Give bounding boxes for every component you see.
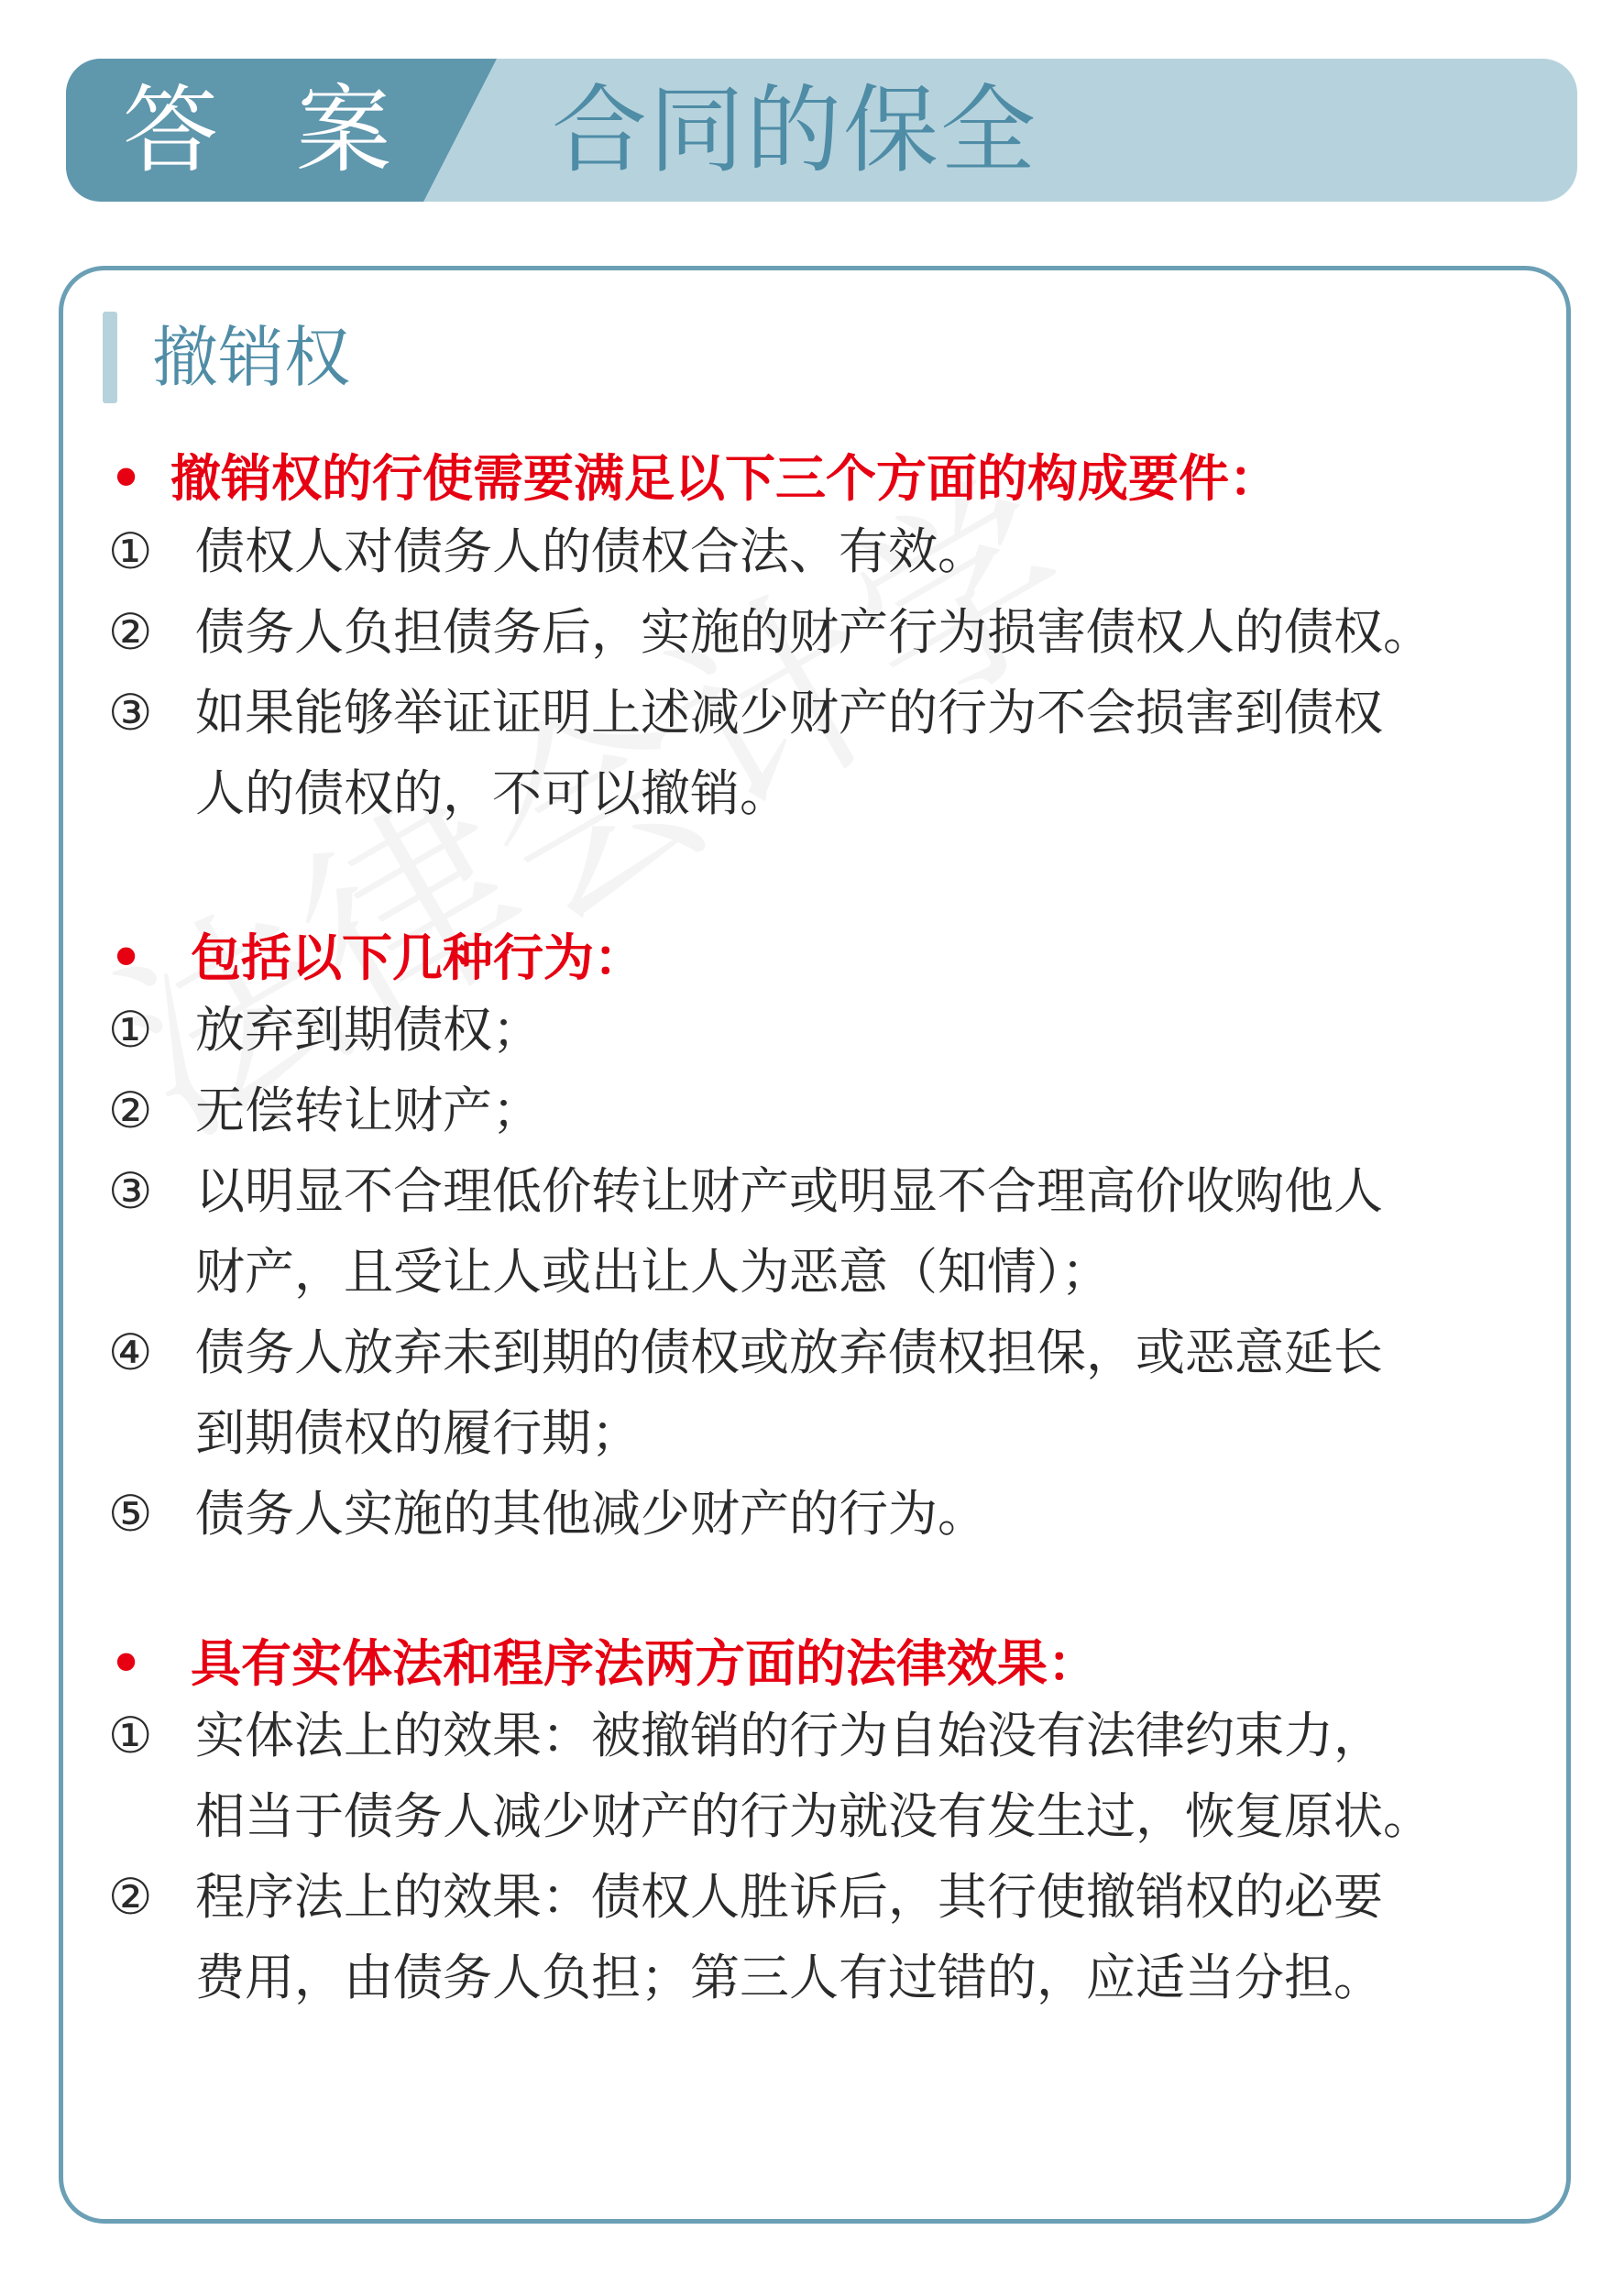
- page-title: 合同的保全: [552, 74, 1038, 186]
- bullet-dot-icon: •: [110, 1634, 143, 1693]
- bullet-dot-icon: •: [110, 449, 143, 508]
- header-label: 答 案: [123, 74, 416, 186]
- section-title: 撤销权: [152, 319, 351, 396]
- bullet-dot-icon: •: [110, 928, 143, 987]
- header-banner: [66, 59, 1577, 202]
- section-accent-bar: [103, 312, 117, 403]
